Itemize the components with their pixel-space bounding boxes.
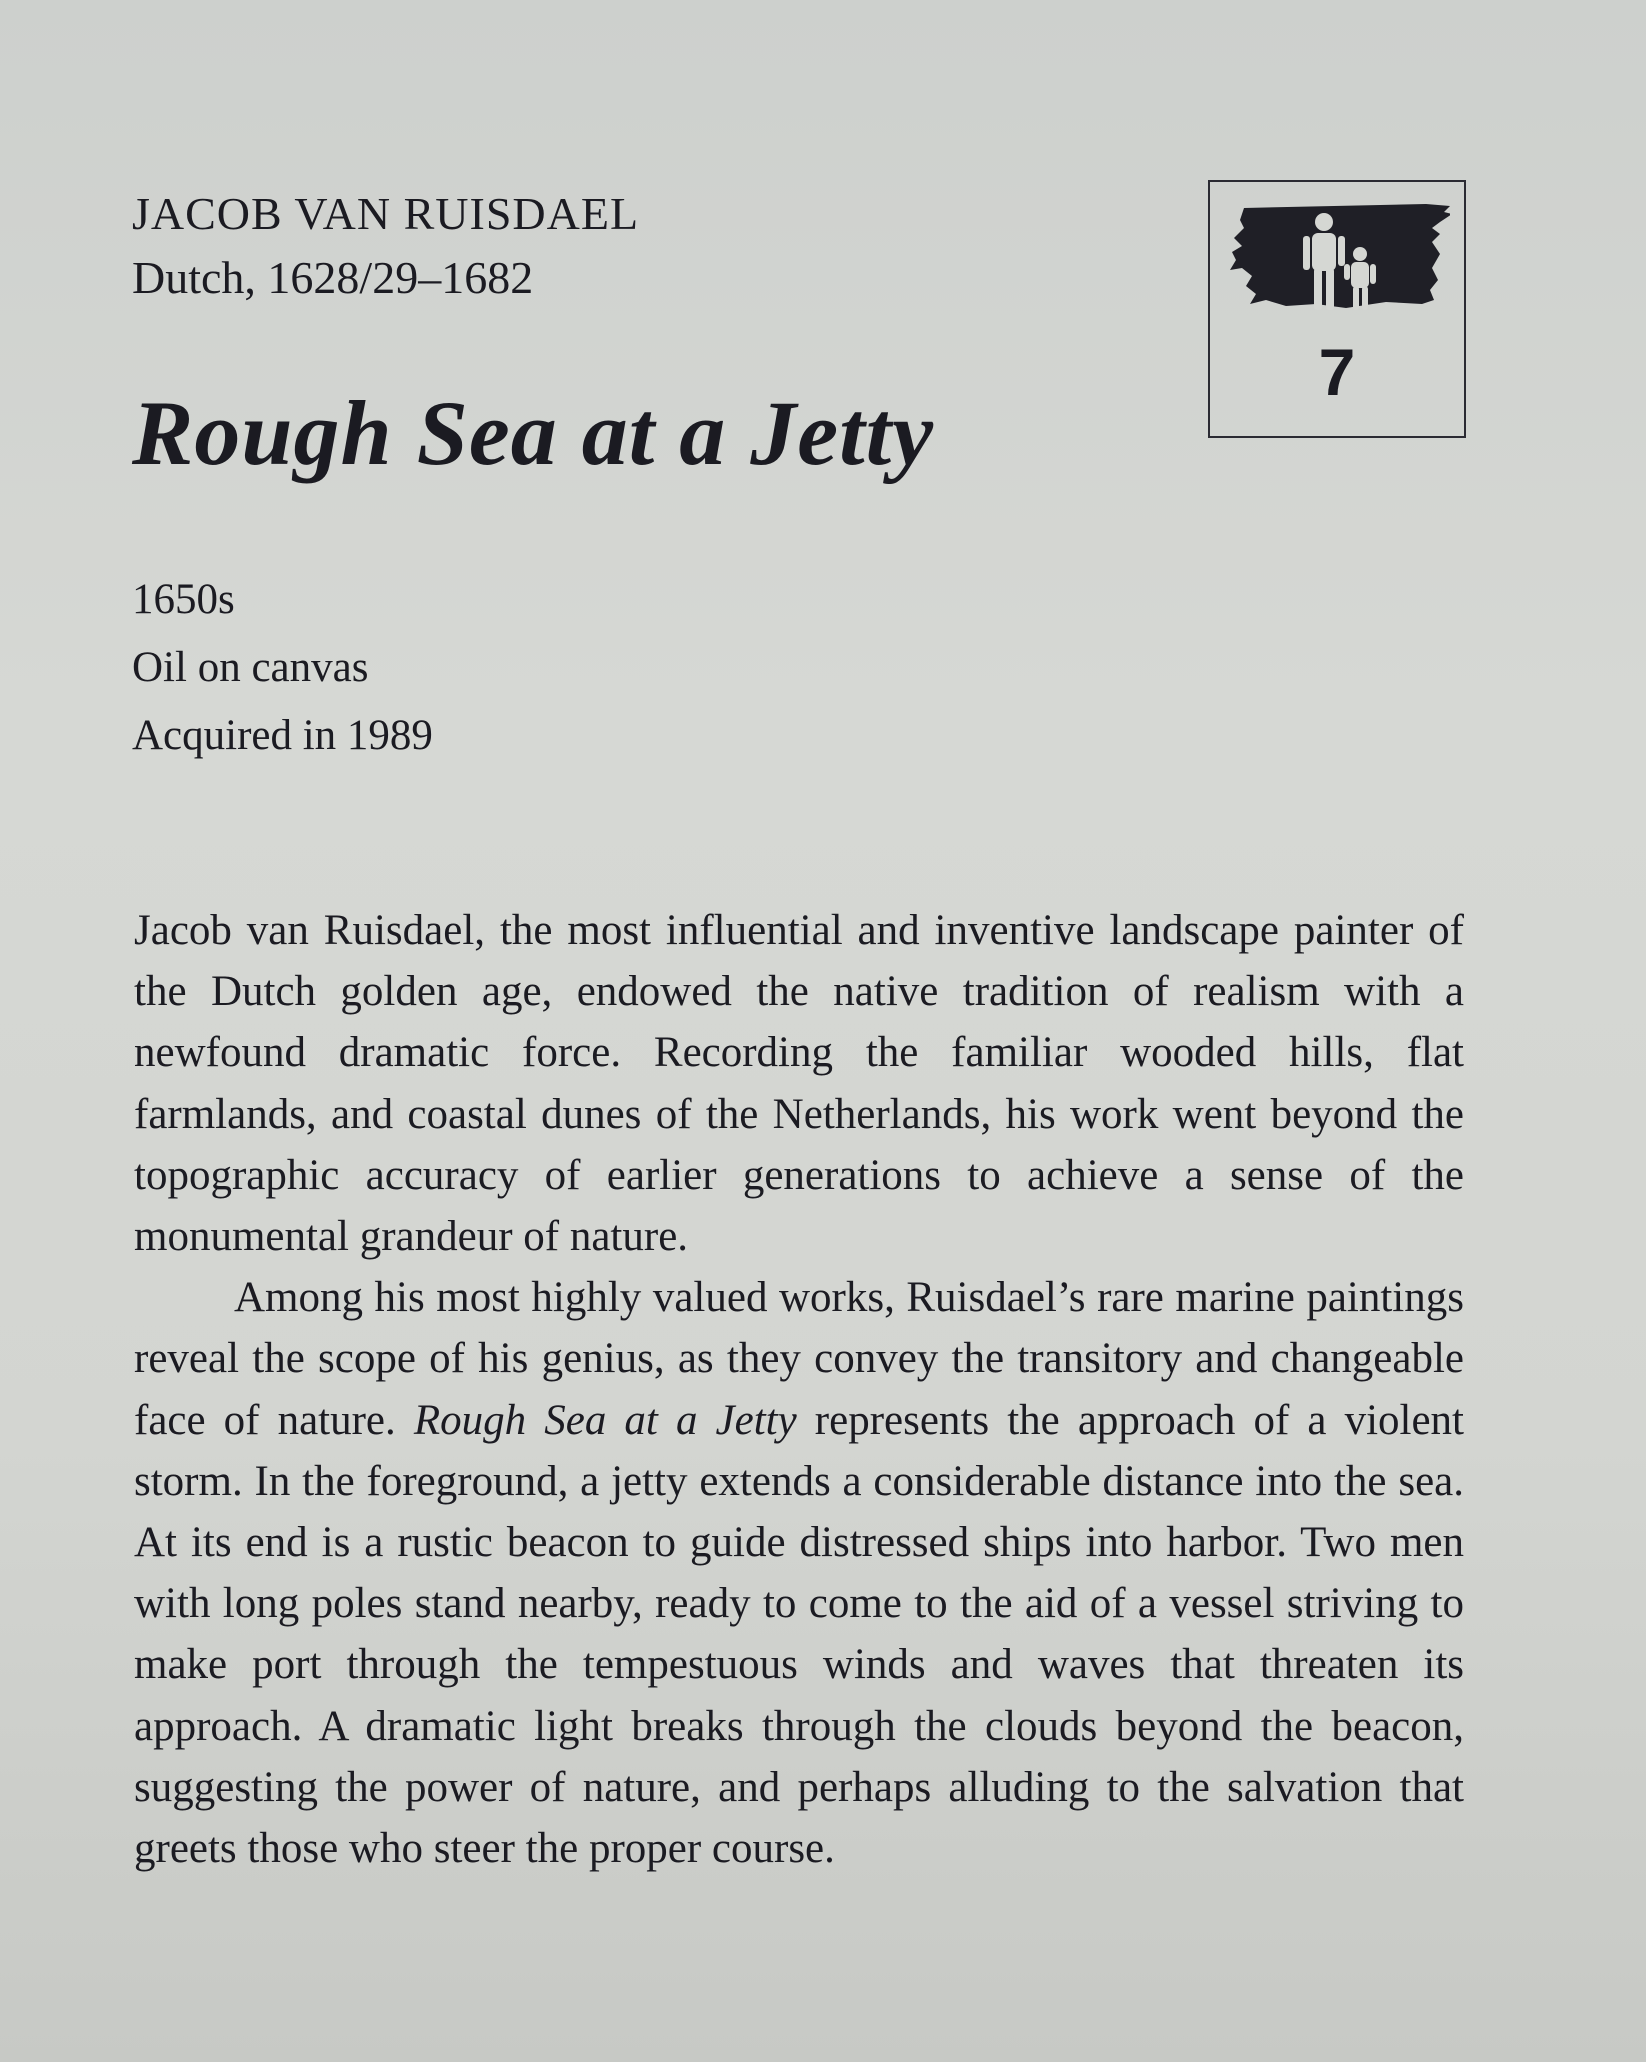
description-paragraph-2-start: Among his most highly valued works, Ruisdael’s rare marine paintings reveal the scope of his genius, as they convey the transitory and changeable face of nature. [134, 1274, 1464, 1444]
artwork-medium: Oil on canvas [132, 644, 369, 691]
description-paragraph-2 [134, 1267, 1464, 1879]
family-guide-badge [1208, 180, 1466, 438]
artwork-title: Rough Sea at a Jetty [132, 382, 935, 484]
description-paragraph-2-end: represents the approach of a violent storm. In the foreground, a jetty extends a considerable distance into the sea. At its end is a rustic beacon to guide distressed ships into harbor. Two men with long poles stand nearby, ready to come to the aid of a vessel striving to make port through the tempestuous winds and waves that threaten its approach. A dramatic light breaks through the clouds beyond the beacon, suggesting the power of nature, and perhaps alluding to the salvation that greets those who steer the proper course. [134, 1396, 1465, 1873]
artwork-date: 1650s [132, 576, 235, 623]
badge-number: 7 [1318, 335, 1356, 409]
description-inline-title: Rough Sea at a Jetty [413, 1396, 797, 1444]
family-adult-child-icon [1226, 200, 1450, 312]
description-text [134, 900, 1464, 1879]
description-paragraph-1: Jacob van Ruisdael, the most influential and inventive landscape painter of the Dutch golden age, endowed the native tradition of realism with a newfound dramatic force. Recording the familiar wooded hills, flat farmlands, and coastal dunes of the Netherlands, his work went beyond the topographic accuracy of earlier generations to achieve a sense of the monumental grandeur of nature. [134, 907, 1464, 1261]
artist-name: JACOB VAN RUISDAEL [132, 188, 640, 239]
artwork-acquisition: Acquired in 1989 [132, 712, 433, 759]
artwork-details [132, 566, 433, 770]
artist-nationality-dates: Dutch, 1628/29–1682 [132, 252, 534, 303]
